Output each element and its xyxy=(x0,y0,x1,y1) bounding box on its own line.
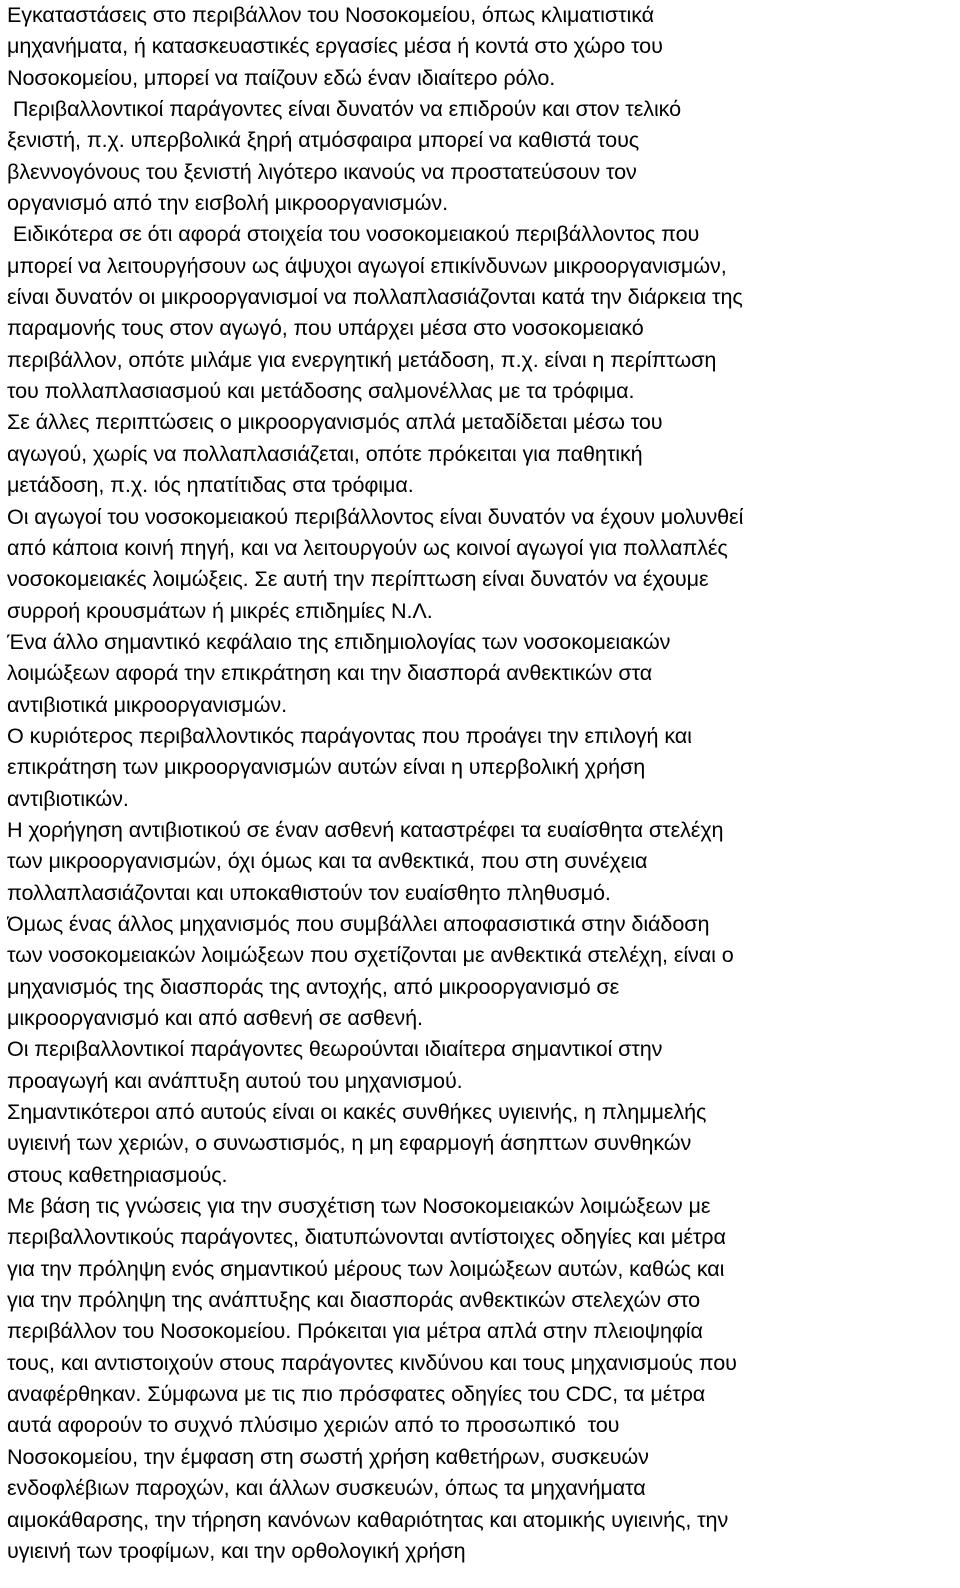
paragraph xyxy=(7,0,952,93)
text-line: είναι δυνατόν οι μικροοργανισμοί να πολλαπλασιάζονται κατά την διάρκεια της xyxy=(7,284,743,310)
document-body xyxy=(7,0,952,1566)
text-line: από κάποια κοινή πηγή, και να λειτουργούν ως κοινοί αγωγοί για πολλαπλές xyxy=(7,534,728,560)
text-line: Με βάση τις γνώσεις για την συσχέτιση των Νοσοκομειακών λοιμώξεων με xyxy=(7,1193,711,1219)
text-line: του πολλαπλασιασμού και μετάδοσης σαλμονέλλας με τα τρόφιμα. xyxy=(7,378,635,404)
paragraph xyxy=(7,218,952,406)
text-line: Ο κυριότερος περιβαλλοντικός παράγοντας που προάγει την επιλογή και xyxy=(7,722,692,748)
paragraph xyxy=(7,814,952,908)
text-line: Νοσοκομείου, την έμφαση στη σωστή χρήση καθετήρων, συσκευών xyxy=(7,1443,649,1469)
text-line: Εγκαταστάσεις στο περιβάλλον του Νοσοκομείου, όπως κλιματιστικά xyxy=(7,2,655,27)
paragraph xyxy=(7,1190,952,1566)
text-line: μηχανισμός της διασποράς της αντοχής, από μικροοργανισμό σε xyxy=(7,973,620,999)
text-line: οργανισμό από την εισβολή μικροοργανισμών. xyxy=(7,190,448,216)
text-line: μετάδοση, π.χ. ιός ηπατίτιδας στα τρόφιμα. xyxy=(7,472,414,498)
text-line: για την πρόληψη της ανάπτυξης και διασποράς ανθεκτικών στελεχών στο xyxy=(7,1287,701,1313)
text-line: Ειδικότερα σε ότι αφορά στοιχεία του νοσοκομειακού περιβάλλοντος που xyxy=(7,221,700,247)
text-line: περιβαλλοντικούς παράγοντες, διατυπώνονται αντίστοιχες οδηγίες και μέτρα xyxy=(7,1224,726,1250)
text-line: συρροή κρουσμάτων ή μικρές επιδημίες Ν.Λ. xyxy=(7,597,433,623)
text-line: των νοσοκομειακών λοιμώξεων που σχετίζονται με ανθεκτικά στελέχη, είναι ο xyxy=(7,942,734,968)
text-line: ξενιστή, π.χ. υπερβολικά ξηρή ατμόσφαιρα μπορεί να καθιστά τους xyxy=(7,127,640,153)
paragraph xyxy=(7,1033,952,1096)
text-line: τους, και αντιστοιχούν στους παράγοντες κινδύνου και τους μηχανισμούς που xyxy=(7,1349,737,1375)
text-line: λοιμώξεων αφορά την επικράτηση και την διασπορά ανθεκτικών στα xyxy=(7,660,653,686)
text-line: υγιεινή των χεριών, ο συνωστισμός, η μη εφαρμογή άσηπτων συνθηκών xyxy=(7,1130,692,1156)
text-line: παραμονής τους στον αγωγό, που υπάρχει μέσα στο νοσοκομειακό xyxy=(7,315,644,341)
text-line: αυτά αφορούν το συχνό πλύσιμο χεριών από το προσωπικό του xyxy=(7,1412,620,1438)
text-line: Ένα άλλο σημαντικό κεφάλαιο της επιδημιολογίας των νοσοκομειακών xyxy=(7,628,671,654)
text-line: νοσοκομειακές λοιμώξεις. Σε αυτή την περίπτωση είναι δυνατόν να έχουμε xyxy=(7,566,709,592)
text-line: στους καθετηριασμούς. xyxy=(7,1161,228,1187)
text-line: Σημαντικότεροι από αυτούς είναι οι κακές συνθήκες υγιεινής, η πλημμελής xyxy=(7,1099,707,1125)
text-line: επικράτηση των μικροοργανισμών αυτών είναι η υπερβολική χρήση xyxy=(7,754,646,780)
text-line: αναφέρθηκαν. Σύμφωνα με τις πιο πρόσφατες οδηγίες του CDC, τα μέτρα xyxy=(7,1381,706,1407)
text-line: Σε άλλες περιπτώσεις ο μικροοργανισμός απλά μεταδίδεται μέσω του xyxy=(7,409,663,435)
text-line: προαγωγή και ανάπτυξη αυτού του μηχανισμού. xyxy=(7,1067,463,1093)
text-line: ενδοφλέβιων παροχών, και άλλων συσκευών, όπως τα μηχανήματα xyxy=(7,1475,646,1501)
text-line: αντιβιοτικά μικροοργανισμών. xyxy=(7,691,287,717)
text-line: Οι αγωγοί του νοσοκομειακού περιβάλλοντος είναι δυνατόν να έχουν μολυνθεί xyxy=(7,503,744,529)
text-line: Οι περιβαλλοντικοί παράγοντες θεωρούνται ιδιαίτερα σημαντικοί στην xyxy=(7,1036,663,1062)
paragraph xyxy=(7,720,952,814)
text-line: αντιβιοτικών. xyxy=(7,785,129,811)
text-line: πολλαπλασιάζονται και υποκαθιστούν τον ευαίσθητο πληθυσμό. xyxy=(7,879,611,905)
text-line: των μικροοργανισμών, όχι όμως και τα ανθεκτικά, που στη συνέχεια xyxy=(7,848,648,874)
paragraph xyxy=(7,1096,952,1190)
text-line: βλεννογόνους του ξενιστή λιγότερο ικανούς να προστατεύσουν τον xyxy=(7,158,637,184)
paragraph xyxy=(7,93,952,218)
text-line: αγωγού, χωρίς να πολλαπλασιάζεται, οπότε πρόκειται για παθητική xyxy=(7,440,643,466)
text-line: Όμως ένας άλλος μηχανισμός που συμβάλλει αποφασιστικά στην διάδοση xyxy=(7,910,710,936)
text-line: Περιβαλλοντικοί παράγοντες είναι δυνατόν να επιδρούν και στον τελικό xyxy=(7,96,681,122)
paragraph xyxy=(7,626,952,720)
text-line: περιβάλλον, οπότε μιλάμε για ενεργητική μετάδοση, π.χ. είναι η περίπτωση xyxy=(7,346,717,372)
text-line: Νοσοκομείου, μπορεί να παίζουν εδώ έναν ιδιαίτερο ρόλο. xyxy=(7,64,556,90)
paragraph xyxy=(7,501,952,626)
text-line: μηχανήματα, ή κατασκευαστικές εργασίες μέσα ή κοντά στο χώρο του xyxy=(7,33,663,59)
text-line: αιμοκάθαρσης, την τήρηση κανόνων καθαριότητας και ατομικής υγιεινής, την xyxy=(7,1506,729,1532)
text-line: περιβάλλον του Νοσοκομείου. Πρόκειται για μέτρα απλά στην πλειοψηφία xyxy=(7,1318,703,1344)
text-line: μικροοργανισμό και από ασθενή σε ασθενή. xyxy=(7,1005,423,1030)
text-line: Η χορήγηση αντιβιοτικού σε έναν ασθενή καταστρέφει τα ευαίσθητα στελέχη xyxy=(7,816,724,842)
text-line: μπορεί να λειτουργήσουν ως άψυχοι αγωγοί επικίνδυνων μικροοργανισμών, xyxy=(7,252,727,278)
text-line: υγιεινή των τροφίμων, και την ορθολογική χρήση xyxy=(7,1537,466,1563)
text-line: για την πρόληψη ενός σημαντικού μέρους των λοιμώξεων αυτών, καθώς και xyxy=(7,1255,725,1281)
paragraph xyxy=(7,908,952,1033)
paragraph xyxy=(7,406,952,500)
